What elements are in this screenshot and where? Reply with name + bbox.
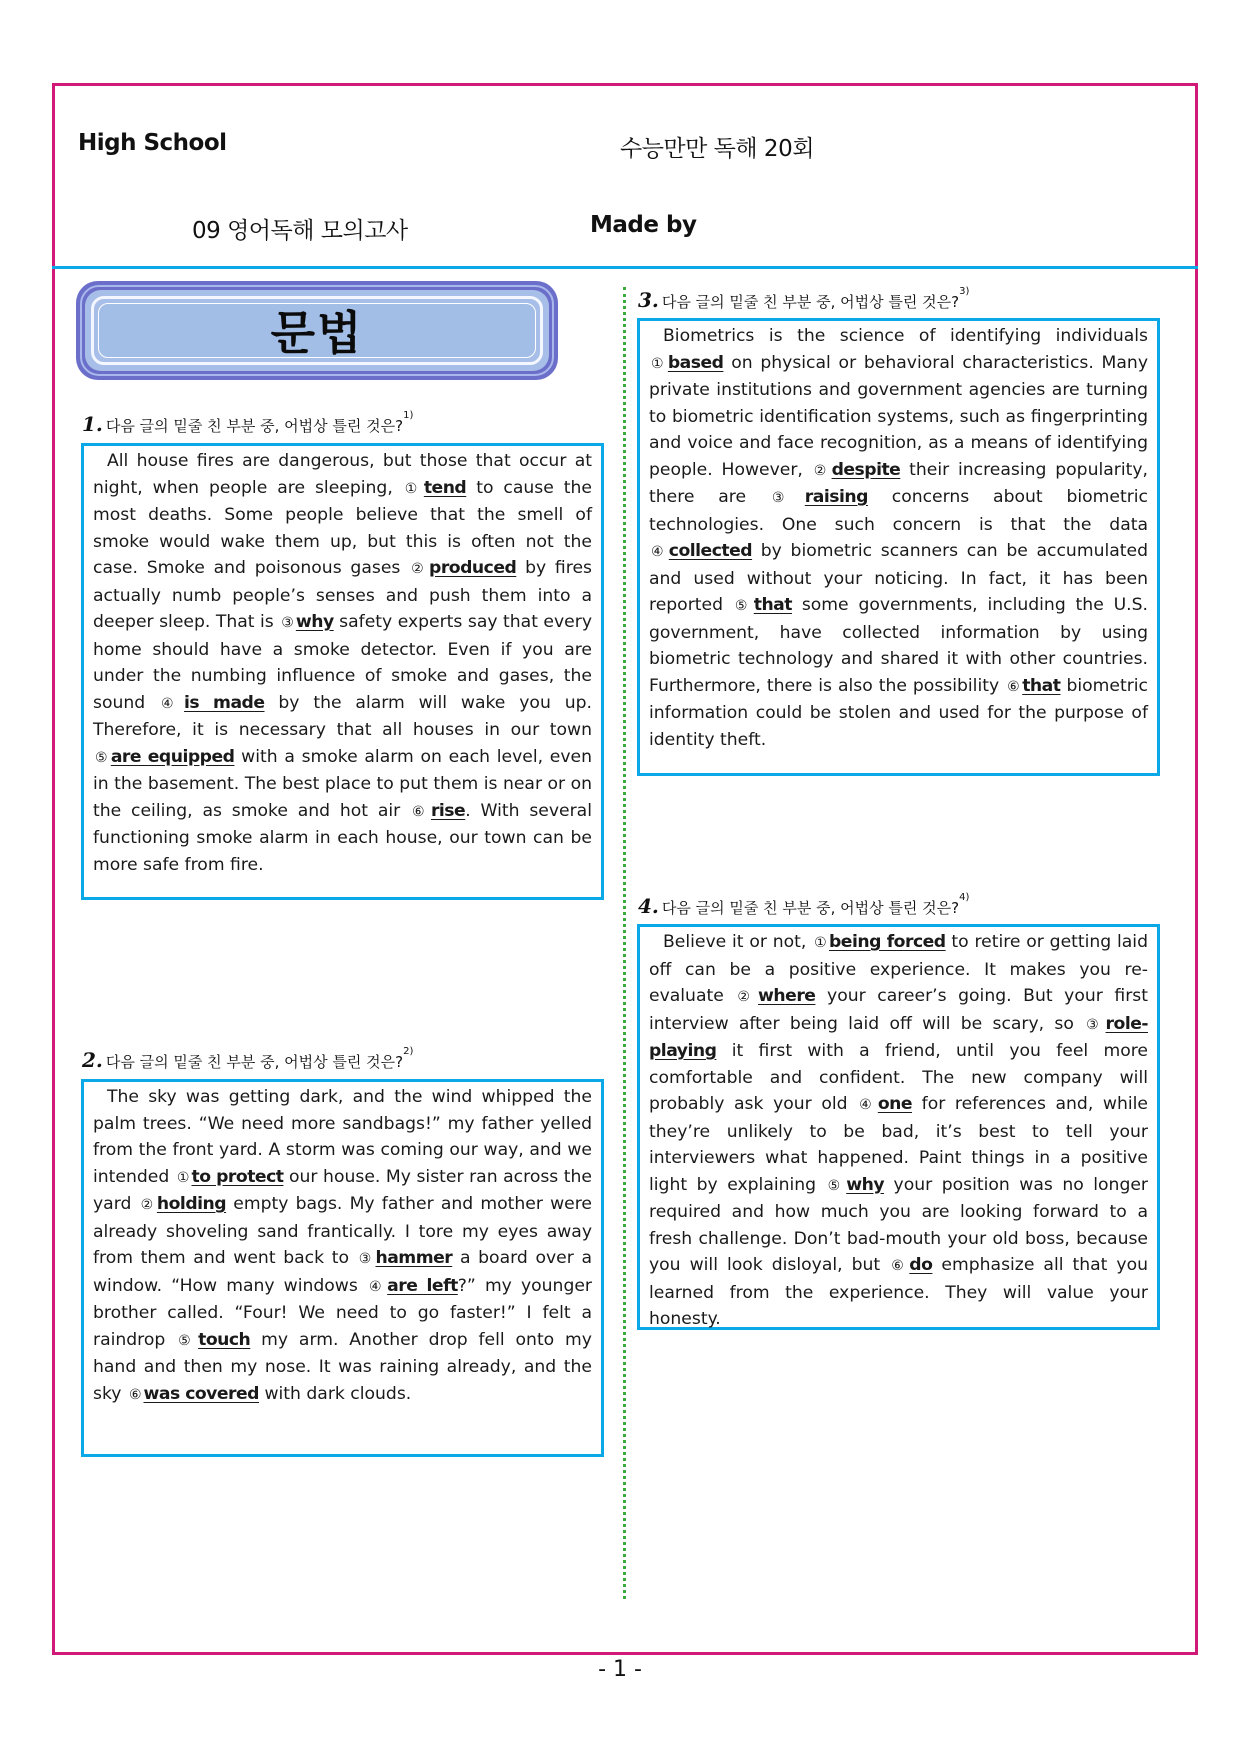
series-label: 수능만만 독해 20회 xyxy=(620,136,814,162)
choice-marker: ② xyxy=(813,462,830,479)
choice-marker: ① xyxy=(814,935,827,951)
underlined-choice: one xyxy=(877,1094,913,1114)
underlined-choice: why xyxy=(295,612,334,632)
page-number: - 1 - xyxy=(598,1657,642,1682)
underlined-choice: based xyxy=(667,352,724,373)
question-1-passage: All house fires are dangerous, but those that occur at night, when people are sleeping, ① tend to cause the most deaths. Some people believe that the smell of smoke would wake them up, but this is often not the case. Smoke and poisonous gases ② produced by fires actually numb people’s senses and push them into a deeper sleep. That is ③ why safety experts say that every home should have a smoke detector. Even if you are under the numbing influence of smoke and gases, the sound ④ is made by the alarm will wake you up. Therefore, it is necessary that all houses in our town ⑤ are equipped with a smoke alarm on each level, even in the basement. The best place to put them is near or on the ceiling, as smoke and hot air ⑥ rise. With several functioning smoke alarm in each house, our town can be more safe from fire. xyxy=(81,443,604,900)
choice-marker: ⑥ xyxy=(891,1258,908,1274)
choice-marker: ② xyxy=(140,1197,155,1213)
underlined-choice: despite xyxy=(831,459,901,480)
underlined-choice: where xyxy=(758,986,816,1006)
footnote-ref[interactable]: 2) xyxy=(403,1046,414,1057)
question-number: 2. xyxy=(82,1048,103,1072)
choice-marker: ⑤ xyxy=(734,598,752,614)
choice-marker: ② xyxy=(411,561,428,577)
choice-marker: ④ xyxy=(859,1097,876,1113)
choice-marker: ① xyxy=(651,355,666,372)
question-prompt: 다음 글의 밑줄 친 부분 중, 어법상 틀린 것은? xyxy=(661,293,960,311)
choice-marker: ③ xyxy=(281,615,294,631)
underlined-choice: was covered xyxy=(143,1383,259,1404)
underlined-choice: being forced xyxy=(829,932,946,952)
column-divider xyxy=(623,287,626,1599)
section-title: 문법 xyxy=(270,306,364,360)
question-number: 1. xyxy=(82,412,103,436)
underlined-choice: rise xyxy=(430,800,466,821)
subject-label: 09 영어독해 모의고사 xyxy=(192,218,408,244)
question-3-passage: Biometrics is the science of identifying individuals ① based on physical or behavioral characteristics. Many private institutions and government agencies are turning to biometric identification systems, such as fingerprinting and voice and face recognition, as a means of identifying people. However, ② despite their increasing popularity, there are ③ raising concerns about biometric technologies. One such concern is that the data ④ collected by biometric scanners can be accumulated and used without your noticing. In fact, it has been reported ⑤ that some governments, including the U.S. government, have collected information by using biometric technology and shared it with other countries. Furthermore, there is also the possibility ⑥ that biometric information could be stolen and used for the purpose of identity theft. xyxy=(637,318,1160,776)
underlined-choice: holding xyxy=(156,1194,227,1214)
choice-marker: ⑥ xyxy=(412,803,429,820)
underlined-choice: hammer xyxy=(375,1248,453,1268)
choice-marker: ② xyxy=(737,989,757,1005)
choice-marker: ① xyxy=(176,1169,190,1186)
question-2-heading xyxy=(82,1048,413,1072)
underlined-choice: tend xyxy=(423,477,467,498)
underlined-choice: why xyxy=(846,1174,885,1195)
underlined-choice: is made xyxy=(184,692,265,713)
underlined-choice: produced xyxy=(429,558,517,578)
choice-marker: ⑥ xyxy=(128,1386,142,1403)
question-prompt: 다음 글의 밑줄 친 부분 중, 어법상 틀린 것은? xyxy=(105,1053,404,1071)
header-divider xyxy=(52,266,1198,269)
choice-marker: ④ xyxy=(651,544,667,560)
choice-marker: ⑥ xyxy=(1007,678,1021,695)
underlined-choice: to protect xyxy=(191,1166,284,1187)
underlined-choice: collected xyxy=(668,541,753,561)
underlined-choice: role-playing xyxy=(649,1013,1148,1061)
choice-marker: ③ xyxy=(1086,1016,1104,1033)
choice-marker: ④ xyxy=(368,1278,386,1295)
footnote-ref[interactable]: 4) xyxy=(959,892,970,903)
question-prompt: 다음 글의 밑줄 친 부분 중, 어법상 틀린 것은? xyxy=(661,899,960,917)
question-1-heading xyxy=(82,412,413,436)
section-title-box xyxy=(76,281,558,380)
question-4-heading xyxy=(638,894,969,918)
question-4-passage: Believe it or not, ① being forced to retire or getting laid off can be a positive experience. It makes you re-evaluate ② where your career’s going. But your first interview after being laid off will be scary, so ③ role-playing it first with a friend, until you feel more comfortable and confident. The new company will probably ask your old ④ one for references and, while they’re unlikely to be bad, it’s best to tell your interviewers what happened. Paint things in a positive light by explaining ⑤ why your position was no longer required and how much you are looking forward to a fresh challenge. Don’t bad-mouth your old boss, because you will look disloyal, but ⑥ do emphasize all that you learned from the experience. They will value your honesty. xyxy=(637,924,1160,1330)
question-prompt: 다음 글의 밑줄 친 부분 중, 어법상 틀린 것은? xyxy=(105,417,404,435)
question-3-heading xyxy=(638,288,969,312)
footnote-ref[interactable]: 3) xyxy=(959,286,970,297)
footnote-ref[interactable]: 1) xyxy=(403,410,414,421)
choice-marker: ⑤ xyxy=(178,1332,197,1349)
underlined-choice: are equipped xyxy=(110,746,235,767)
underlined-choice: touch xyxy=(198,1329,251,1350)
choice-marker: ① xyxy=(404,480,422,497)
choice-marker: ③ xyxy=(358,1251,374,1267)
choice-marker: ⑤ xyxy=(827,1177,845,1194)
underlined-choice: that xyxy=(753,595,793,615)
question-2-passage: The sky was getting dark, and the wind whipped the palm trees. “We need more sandbags!” my father yelled from the front yard. A storm was coming our way, and we intended ① to protect our house. My sister ran across the yard ② holding empty bags. My father and mother were already shoveling sand frantically. I tore my eyes away from them and went back to ③ hammer a board over a window. “How many windows ④ are left?” my younger brother called. “Four! We need to go faster!” I felt a raindrop ⑤ touch my arm. Another drop fell onto my hand and then my nose. It was raining already, and the sky ⑥ was covered with dark clouds. xyxy=(81,1079,604,1457)
question-number: 4. xyxy=(638,894,659,918)
school-label: High School xyxy=(78,130,227,156)
underlined-choice: are left xyxy=(387,1275,458,1296)
underlined-choice: that xyxy=(1022,675,1061,696)
underlined-choice: raising xyxy=(804,487,868,507)
made-by-label: Made by xyxy=(590,212,697,238)
question-number: 3. xyxy=(638,288,659,312)
underlined-choice: do xyxy=(909,1255,933,1275)
choice-marker: ④ xyxy=(161,695,183,712)
choice-marker: ⑤ xyxy=(95,749,109,766)
choice-marker: ③ xyxy=(771,490,803,506)
